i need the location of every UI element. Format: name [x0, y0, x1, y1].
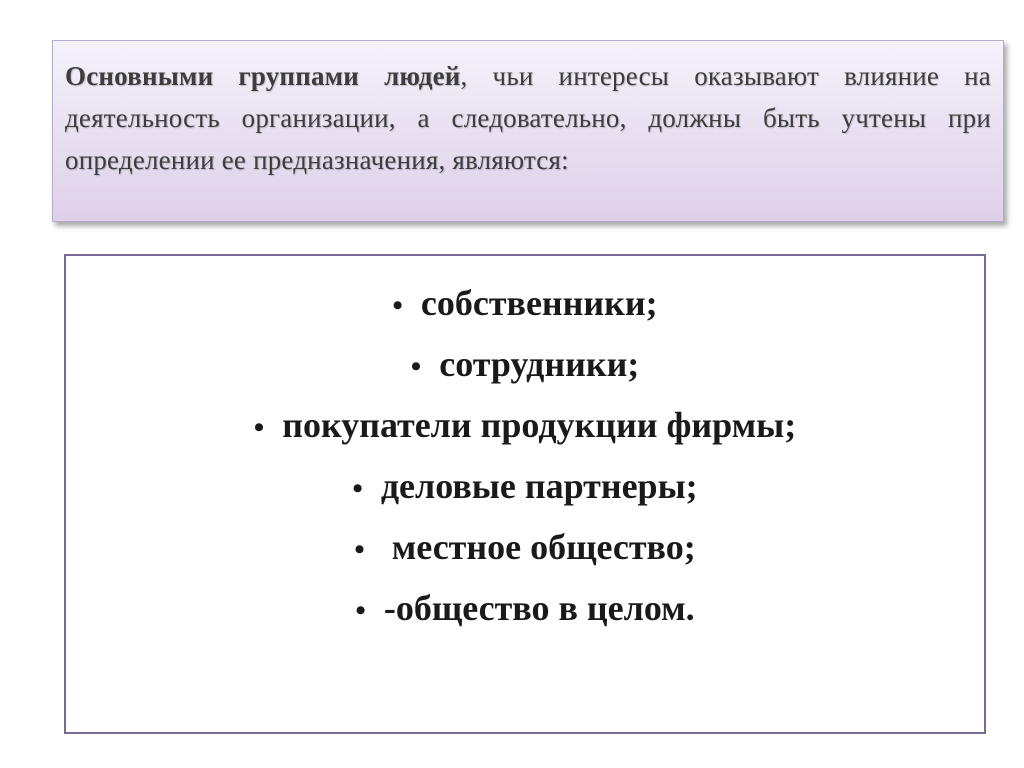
stakeholder-list — [66, 256, 984, 640]
bullet-icon: • — [352, 472, 363, 505]
header-rest: , чьи интересы оказывают влияние на деятельность организации, а следовательно, должны быть учтены при определении ее предназначения, являются: — [65, 61, 991, 175]
list-item-label: местное общество; — [382, 527, 696, 567]
list-box — [64, 254, 986, 734]
list-item-customers — [66, 396, 984, 457]
list-item-label: деловые партнеры; — [380, 466, 698, 506]
list-item-label: -общество в целом. — [383, 588, 695, 628]
list-item-label: сотрудники; — [439, 344, 640, 384]
bullet-icon: • — [392, 289, 403, 322]
list-item-local-community — [66, 518, 984, 579]
list-item-label: собственники; — [420, 283, 658, 323]
bullet-icon: • — [355, 594, 366, 627]
header-box — [52, 40, 1004, 222]
header-lead: Основными группами людей — [65, 61, 461, 91]
bullet-icon: • — [354, 533, 365, 566]
list-item-partners — [66, 457, 984, 518]
list-item-owners — [66, 274, 984, 335]
bullet-icon: • — [410, 350, 422, 383]
list-item-employees — [66, 335, 984, 396]
list-item-society — [66, 579, 984, 640]
header-text — [65, 55, 991, 181]
list-item-label: покупатели продукции фирмы; — [282, 405, 797, 445]
bullet-icon: • — [253, 411, 265, 444]
